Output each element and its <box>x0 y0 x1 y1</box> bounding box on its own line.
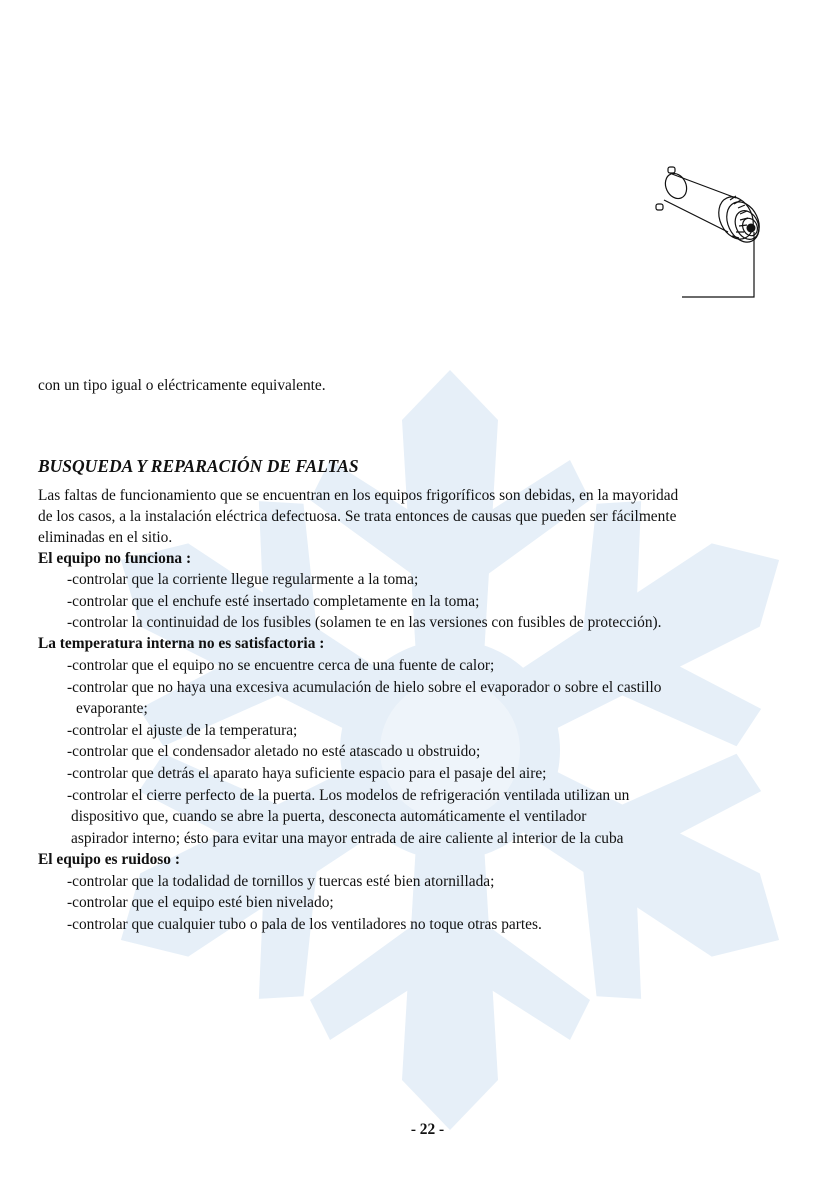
list-item: aspirador interno; ésto para evitar una mayor entrada de aire caliente al interior de la cuba <box>71 830 624 847</box>
intro-paragraph-line-2: de los casos, a la instalación eléctrica defectuosa. Se trata entonces de causas que pueden ser fácilmente <box>38 508 677 525</box>
list-item: -controlar que el equipo esté bien nivelado; <box>67 894 334 911</box>
list-item: -controlar que cualquier tubo o pala de los ventiladores no toque otras partes. <box>67 916 542 933</box>
case-temperatura-title: La temperatura interna no es satisfactoria : <box>38 635 325 652</box>
intro-line: con un tipo igual o eléctricamente equivalente. <box>38 377 326 394</box>
list-item: -controlar el ajuste de la temperatura; <box>67 722 298 739</box>
list-item: -controlar que no haya una excesiva acumulación de hielo sobre el evaporador o sobre el castillo <box>67 679 662 696</box>
list-item: -controlar que la todalidad de tornillos y tuercas esté bien atornillada; <box>67 873 495 890</box>
starter-cylinder-icon <box>650 160 770 305</box>
section-title: BUSQUEDA Y REPARACIÓN DE FALTAS <box>38 456 359 476</box>
case-no-funciona-title: El equipo no funciona : <box>38 550 192 567</box>
list-item: -controlar el cierre perfecto de la puerta. Los modelos de refrigeración ventilada utilizan un <box>67 787 630 804</box>
list-item: -controlar que la corriente llegue regularmente a la toma; <box>67 571 419 588</box>
list-item: -controlar que detrás el aparato haya suficiente espacio para el pasaje del aire; <box>67 765 547 782</box>
intro-paragraph-line-3: eliminadas en el sitio. <box>38 529 173 546</box>
list-item: evaporante; <box>76 700 148 717</box>
list-item: -controlar que el condensador aletado no esté atascado u obstruido; <box>67 743 481 760</box>
list-item: dispositivo que, cuando se abre la puerta, desconecta automáticamente el ventilador <box>71 808 587 825</box>
list-item: -controlar la continuidad de los fusibles (solamen te en las versiones con fusibles de protección). <box>67 614 662 631</box>
case-ruidoso-title: El equipo es ruidoso : <box>38 851 180 868</box>
page-number: - 22 - <box>410 1121 445 1138</box>
list-item: -controlar que el equipo no se encuentre cerca de una fuente de calor; <box>67 657 495 674</box>
list-item: -controlar que el enchufe esté insertado completamente en la toma; <box>67 593 480 610</box>
intro-paragraph-line-1: Las faltas de funcionamiento que se encuentran en los equipos frigoríficos son debidas, en la mayoridad <box>38 487 679 504</box>
